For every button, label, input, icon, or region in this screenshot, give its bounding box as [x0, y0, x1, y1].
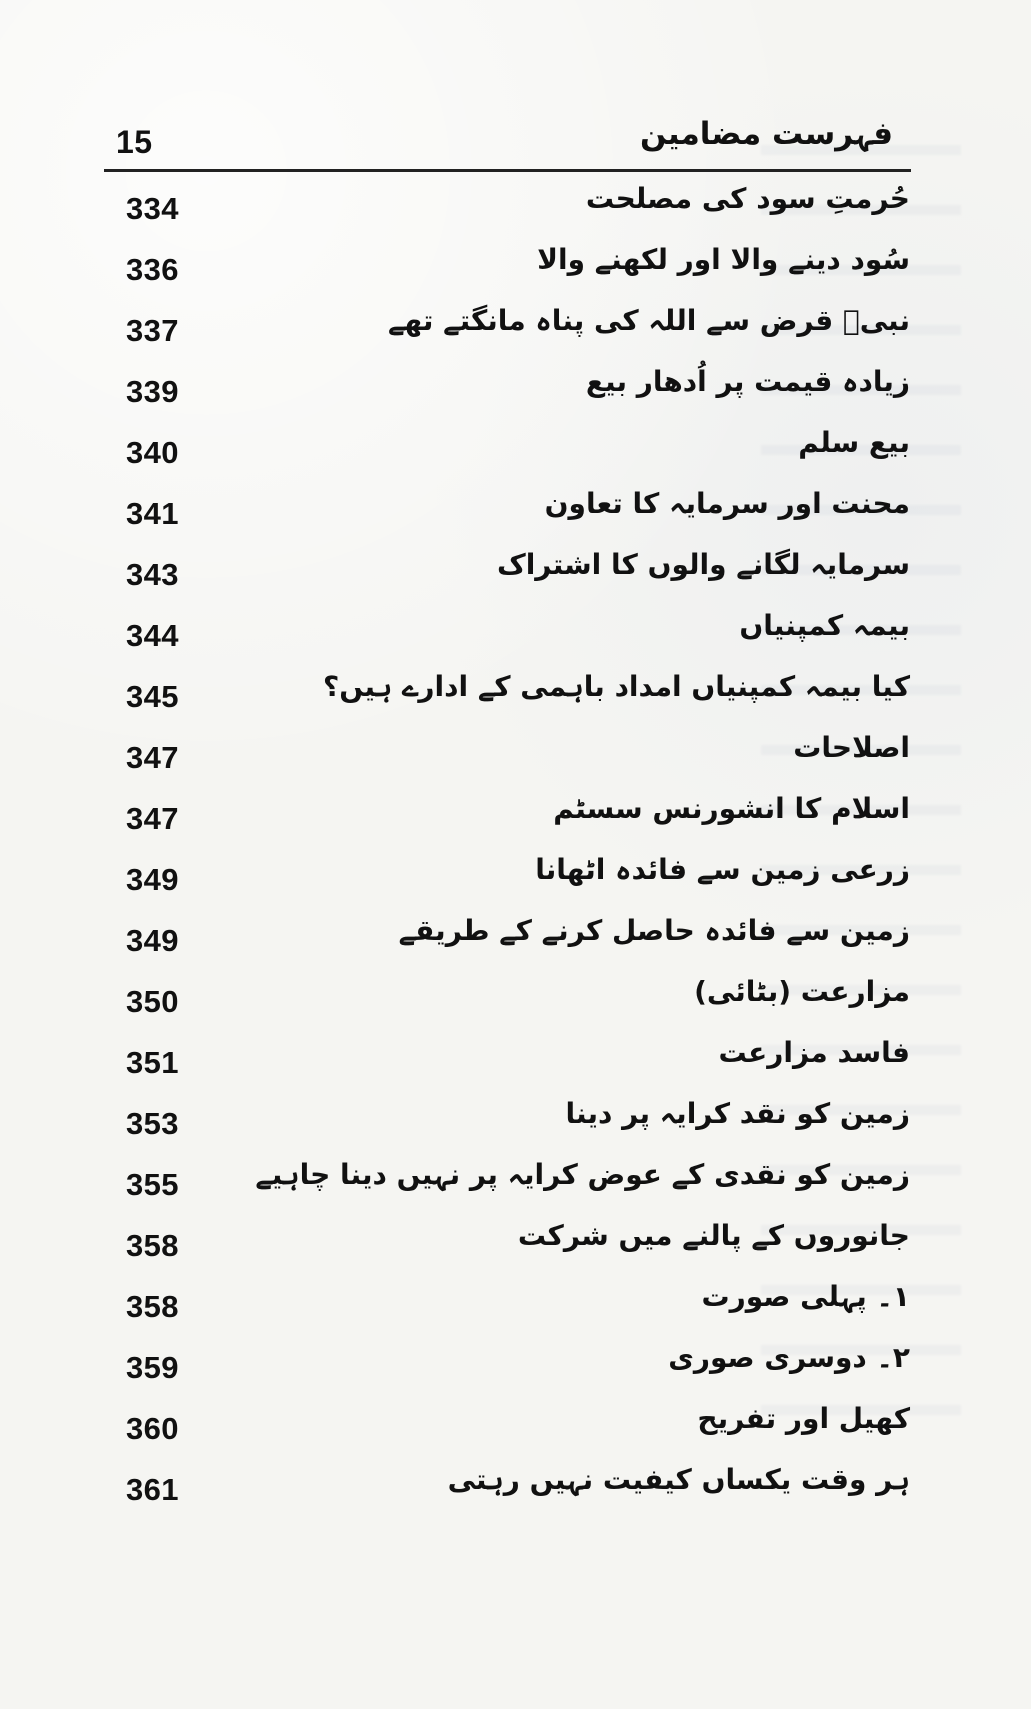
toc-entry-title: زمین سے فائدہ حاصل کرنے کے طریقے: [398, 914, 910, 947]
toc-page-number: 337: [126, 313, 179, 348]
page-header: [104, 112, 909, 172]
toc-entry-title: بیع سلم: [798, 426, 910, 459]
toc-entry-title: سُود دینے والا اور لکھنے والا: [537, 243, 910, 276]
toc-page-number: 344: [126, 618, 179, 653]
toc-page-number: 360: [126, 1411, 179, 1446]
toc-row: [118, 1157, 910, 1218]
toc-entry-title: حُرمتِ سود کی مصلحت: [585, 182, 910, 215]
toc-entry-title: اسلام کا انشورنس سسٹم: [553, 792, 910, 825]
toc-entry-title: فاسد مزارعت: [718, 1036, 910, 1069]
toc-page-number: 347: [126, 740, 179, 775]
toc-entry-title: زمین کو نقدی کے عوض کرایہ پر نہیں دینا چاہیے: [255, 1158, 910, 1191]
toc-entry-title: ۲۔ دوسری صوری: [668, 1341, 910, 1374]
toc-entry-title: زیادہ قیمت پر اُدھار بیع: [585, 365, 910, 398]
toc-page-number: 347: [126, 801, 179, 836]
toc-entry-title: کیا بیمہ کمپنیاں امداد باہمی کے ادارے ہیں؟: [322, 670, 910, 703]
toc-row: [118, 791, 910, 852]
toc-row: [118, 669, 910, 730]
toc-row: [118, 1096, 910, 1157]
toc-entry-title: مزارعت (بٹائی): [694, 975, 910, 1008]
toc-row: [118, 486, 910, 547]
toc-page-number: 339: [126, 374, 179, 409]
toc-row: [118, 608, 910, 669]
header-page-number: 15: [116, 124, 153, 160]
toc-page-number: 349: [126, 923, 179, 958]
toc-entry-title: ہر وقت یکساں کیفیت نہیں رہتی: [447, 1463, 910, 1496]
toc-row: [118, 852, 910, 913]
toc-page-number: 341: [126, 496, 179, 531]
toc-entry-title: سرمایہ لگانے والوں کا اشتراک: [497, 548, 910, 581]
toc-row: [118, 974, 910, 1035]
toc-row: [118, 1279, 910, 1340]
toc-row: [118, 1218, 910, 1279]
toc-page-number: 349: [126, 862, 179, 897]
toc-entry-title: محنت اور سرمایہ کا تعاون: [544, 487, 910, 520]
toc-page-number: 345: [126, 679, 179, 714]
toc-row: [118, 730, 910, 791]
toc-row: [118, 364, 910, 425]
toc-entry-title: کھیل اور تفریح: [697, 1402, 910, 1435]
toc-entry-title: زمین کو نقد کرایہ پر دینا: [565, 1097, 910, 1130]
toc-entry-title: ۱۔ پہلی صورت: [701, 1280, 910, 1313]
toc-row: [118, 1401, 910, 1462]
toc-page-number: 336: [126, 252, 179, 287]
toc-page-number: 358: [126, 1228, 179, 1263]
toc-page-number: 350: [126, 984, 179, 1019]
header-title: فہرست مضامین: [640, 116, 893, 152]
toc-entry-title: اصلاحات: [793, 731, 910, 764]
toc-row: [118, 913, 910, 974]
toc-row: [118, 547, 910, 608]
toc-page-number: 340: [126, 435, 179, 470]
toc-page-number: 351: [126, 1045, 179, 1080]
toc-row: [118, 425, 910, 486]
toc-page-number: 334: [126, 191, 179, 226]
toc-page-number: 355: [126, 1167, 179, 1202]
toc-row: [118, 181, 910, 242]
toc-page-number: 361: [126, 1472, 179, 1507]
toc-row: [118, 1340, 910, 1401]
toc-entry-title: نبیؐ قرض سے اللہ کی پناہ مانگتے تھے: [388, 304, 910, 337]
toc-page-number: 353: [126, 1106, 179, 1141]
toc-page-number: 343: [126, 557, 179, 592]
toc-entry-title: جانوروں کے پالنے میں شرکت: [517, 1219, 910, 1252]
table-of-contents: [118, 181, 910, 1507]
toc-page-number: 358: [126, 1289, 179, 1324]
toc-row: [118, 303, 910, 364]
header-rule: [104, 169, 911, 172]
toc-row: [118, 242, 910, 303]
toc-page-number: 359: [126, 1350, 179, 1385]
toc-entry-title: زرعی زمین سے فائدہ اٹھانا: [535, 853, 910, 886]
toc-row: [118, 1462, 910, 1523]
toc-row: [118, 1035, 910, 1096]
toc-entry-title: بیمہ کمپنیاں: [739, 609, 910, 642]
